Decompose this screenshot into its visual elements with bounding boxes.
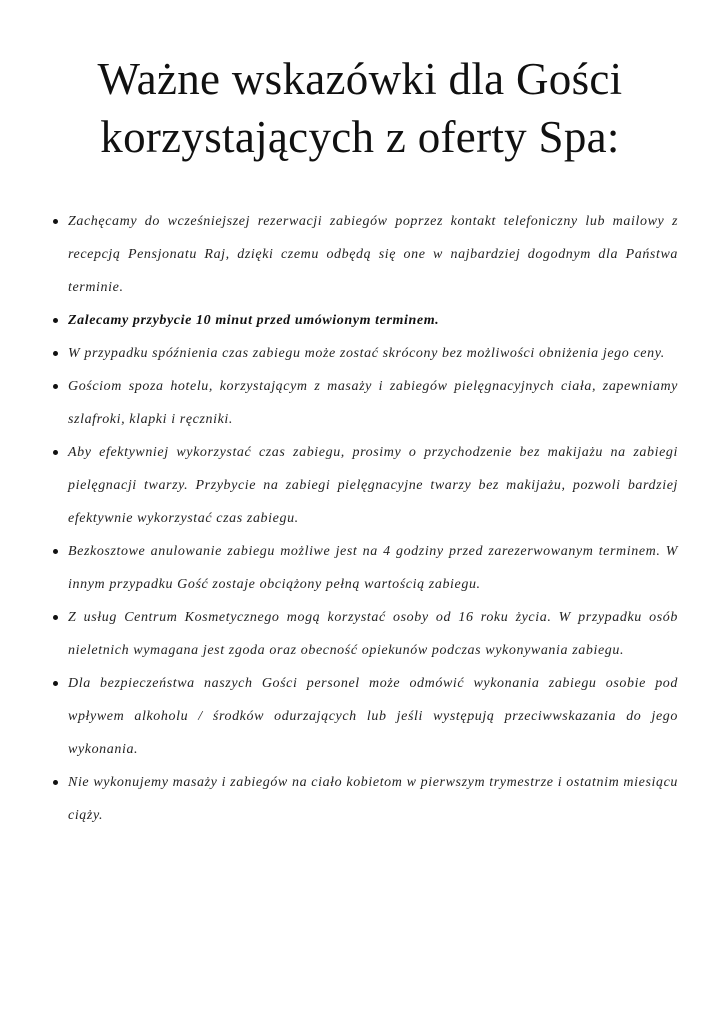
bullet-icon xyxy=(53,615,58,620)
list-item xyxy=(68,304,678,337)
list-item-text: Zalecamy przybycie 10 minut przed umówionym terminem. xyxy=(68,313,440,328)
bullet-icon xyxy=(53,450,58,455)
list-item xyxy=(68,337,678,370)
list-item-text: Nie wykonujemy masaży i zabiegów na ciało kobietom w pierwszym trymestrze i ostatnim miesiącu ciąży. xyxy=(68,775,678,823)
list-item xyxy=(68,766,678,832)
bullet-icon xyxy=(53,318,58,323)
list-item-text: Bezkosztowe anulowanie zabiegu możliwe jest na 4 godziny przed zarezerwowanym terminem. W innym przypadku Gość zostaje obciążony pełną wartością zabiegu. xyxy=(68,544,678,592)
bullet-icon xyxy=(53,681,58,686)
list-item-text: Zachęcamy do wcześniejszej rezerwacji zabiegów poprzez kontakt telefoniczny lub mailowy z recepcją Pensjonatu Raj, dzięki czemu odbędą się one w najbardziej dogodnym dla Państwa terminie. xyxy=(68,214,678,295)
bullet-icon xyxy=(53,384,58,389)
page-title-line-2: korzystających z oferty Spa: xyxy=(100,112,620,162)
bullet-icon xyxy=(53,780,58,785)
bullet-icon xyxy=(53,219,58,224)
list-item-text: Dla bezpieczeństwa naszych Gości personel może odmówić wykonania zabiegu osobie pod wpływem alkoholu / środków odurzających lub jeśli występują przeciwwskazania do jego wykonania. xyxy=(68,676,678,757)
list-item xyxy=(68,535,678,601)
list-item xyxy=(68,601,678,667)
page-title-line-1: Ważne wskazówki dla Gości xyxy=(97,54,623,104)
page-title xyxy=(60,50,660,166)
bullet-icon xyxy=(53,549,58,554)
bullet-icon xyxy=(53,351,58,356)
list-item xyxy=(68,370,678,436)
list-item-text: W przypadku spóźnienia czas zabiegu może zostać skrócony bez możliwości obniżenia jego ceny. xyxy=(68,346,665,361)
list-item xyxy=(68,436,678,535)
list-item xyxy=(68,205,678,304)
guidelines-list xyxy=(68,205,678,832)
list-item-text: Aby efektywniej wykorzystać czas zabiegu, prosimy o przychodzenie bez makijażu na zabiegi pielęgnacji twarzy. Przybycie na zabiegi pielęgnacyjne twarzy bez makijażu, pozwoli bardziej efektywnie wykorzystać czas zabiegu. xyxy=(68,445,678,526)
list-item xyxy=(68,667,678,766)
list-item-text: Gościom spoza hotelu, korzystającym z masaży i zabiegów pielęgnacyjnych ciała, zapewniamy szlafroki, klapki i ręczniki. xyxy=(68,379,678,427)
list-item-text: Z usług Centrum Kosmetycznego mogą korzystać osoby od 16 roku życia. W przypadku osób nieletnich wymagana jest zgoda oraz obecność opiekunów podczas wykonywania zabiegu. xyxy=(68,610,678,658)
